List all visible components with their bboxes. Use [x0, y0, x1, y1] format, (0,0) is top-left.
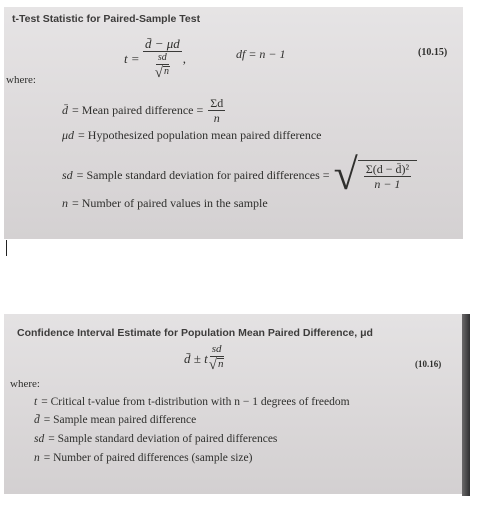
frac-numerator: Σd — [210, 96, 224, 110]
equation-number: (10.16) — [415, 359, 442, 369]
symbol-sd: sd — [34, 433, 45, 445]
formula-numerator: sd — [211, 343, 222, 355]
df-formula: df = n − 1 — [236, 47, 286, 61]
symbol-t: t — [34, 396, 38, 408]
equation-number: (10.15) — [418, 47, 448, 58]
definition-hyp-mean — [62, 128, 322, 143]
definition-text: = Critical t-value from t-distribution with n − 1 degrees of freedom — [41, 396, 350, 408]
symbol-dbar: d̄ — [62, 103, 68, 117]
definition-sd — [34, 433, 277, 445]
formula-numerator: d̄ − μd — [144, 36, 180, 51]
definition-n — [34, 452, 252, 464]
sqrt-fraction — [358, 160, 417, 190]
box-title: t-Test Statistic for Paired-Sample Test — [12, 13, 201, 25]
definition-std-dev — [62, 150, 417, 199]
definition-text: = Sample mean paired difference — [43, 414, 197, 426]
text-cursor — [6, 240, 7, 256]
definition-t — [34, 396, 350, 408]
formula-denom-numerator: sd — [157, 52, 167, 63]
definition-text: = Sample standard deviation for paired differences = — [76, 167, 330, 182]
where-label: where: — [10, 378, 40, 390]
definition-text: = Mean paired difference = — [72, 103, 204, 117]
definition-mean-diff — [62, 97, 225, 124]
definition-text: = Sample standard deviation of paired differences — [48, 433, 278, 445]
formula-denom-root: n — [217, 358, 224, 370]
where-label: where: — [6, 74, 36, 86]
symbol-n: n — [62, 196, 68, 210]
definition-text: = Number of paired differences (sample size) — [43, 452, 253, 464]
page-edge-shadow — [462, 314, 470, 496]
frac-denominator: n − 1 — [374, 177, 401, 191]
symbol-sd: sd — [62, 167, 73, 182]
symbol-mu-d: μd — [62, 128, 75, 142]
frac-denominator: n — [213, 111, 220, 125]
definition-dbar — [34, 414, 196, 426]
box-title: Confidence Interval Estimate for Population Mean Paired Difference, μd — [17, 327, 373, 339]
sqrt-symbol: √ — [333, 150, 358, 199]
symbol-n: n — [34, 452, 40, 464]
t-statistic-formula: t = d̄ − μd sd √ n , — [124, 36, 187, 81]
confidence-interval-box — [4, 314, 462, 494]
symbol-dbar: d̄ — [34, 414, 40, 426]
confidence-interval-formula: d̄ ± t sd √ n — [184, 343, 224, 373]
formula-separator: , — [182, 51, 187, 66]
definition-text: = Number of paired values in the sample — [72, 196, 268, 210]
frac-numerator: Σ(d − d̄)² — [365, 162, 410, 176]
paired-t-test-box — [4, 7, 463, 239]
definition-n — [62, 196, 268, 211]
formula-lhs: t — [124, 51, 128, 66]
formula-denom-root: n — [163, 66, 169, 77]
definition-text: = Hypothesized population mean paired difference — [78, 128, 322, 142]
formula-equals: = — [131, 51, 139, 66]
formula-lhs: d̄ ± t — [184, 350, 208, 366]
